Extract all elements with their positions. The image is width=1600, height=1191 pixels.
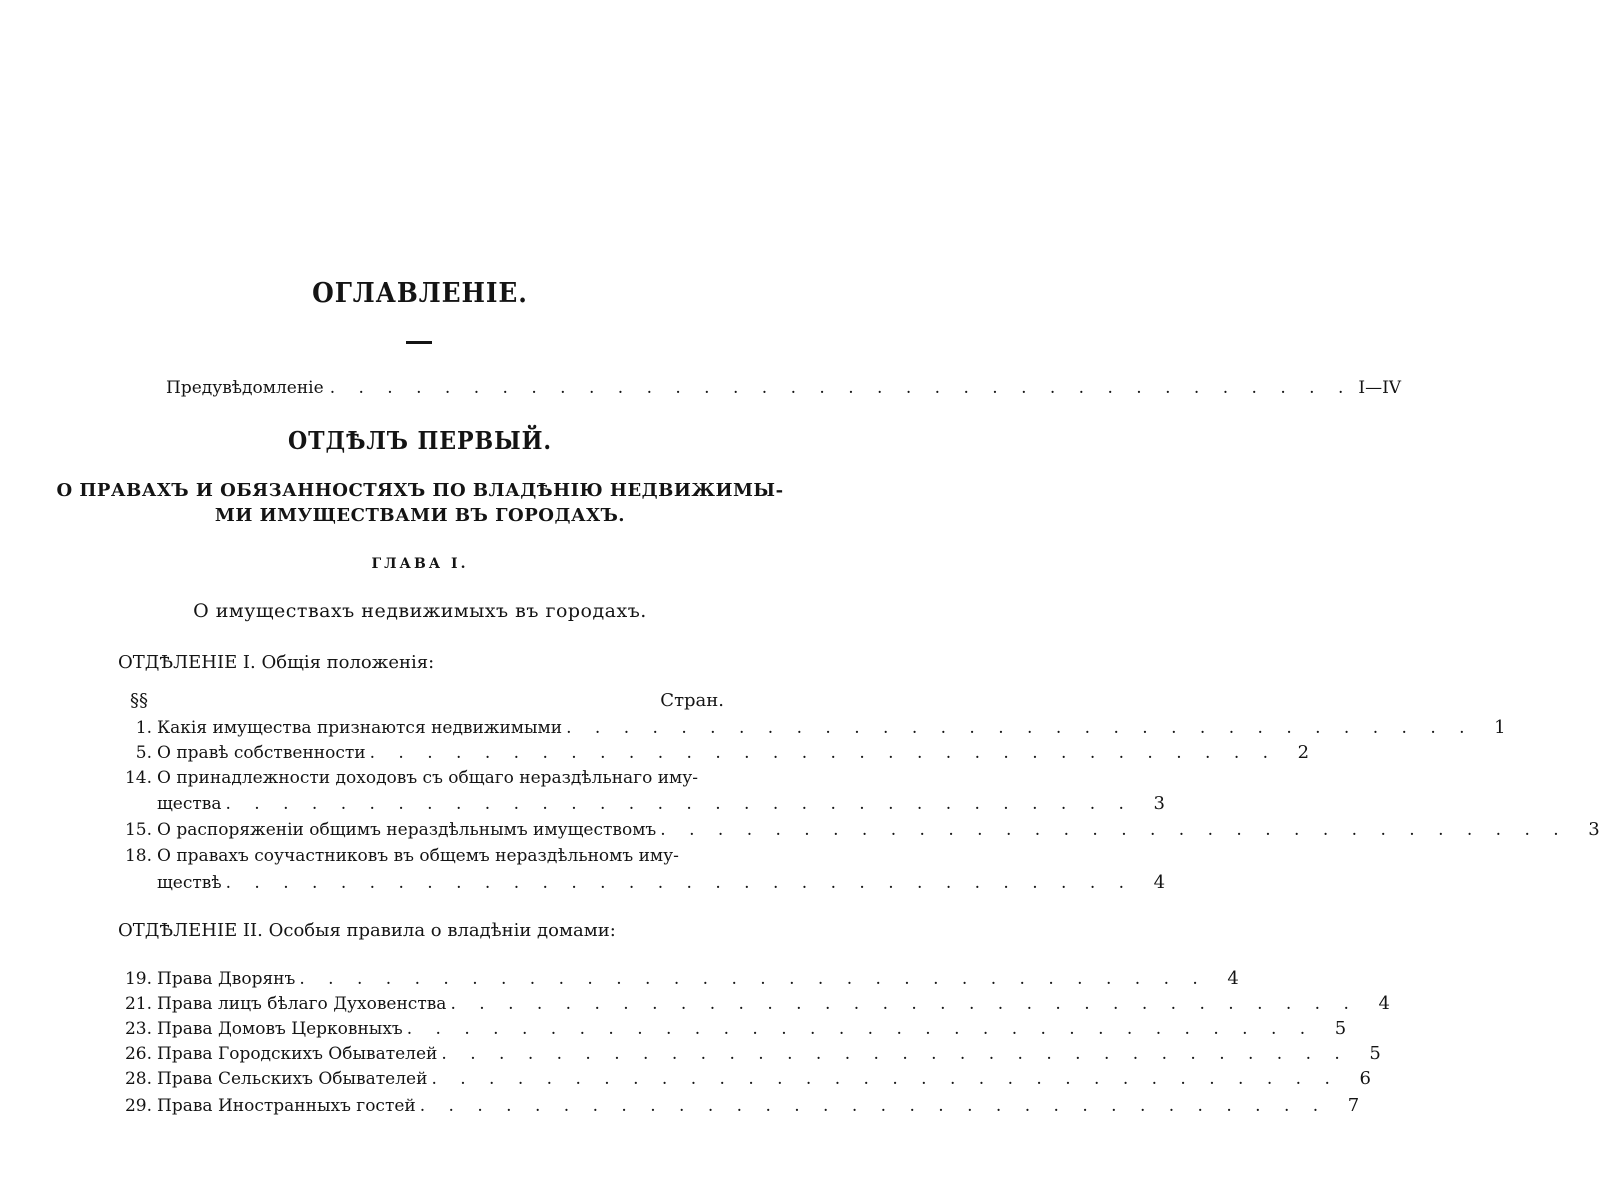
toc-entry bbox=[118, 768, 724, 792]
toc-entry bbox=[118, 819, 1600, 843]
dot-leaders: . . . . . . . . . . . . . . . . . . . . . . . . . . . . . . . . bbox=[419, 1096, 1328, 1116]
dot-leaders: . . . . . . . . . . . . . . . . . . . . . . . . . . . . . . . . bbox=[660, 820, 1568, 840]
entry-number: 26. bbox=[124, 1044, 152, 1064]
toc-entry-continuation bbox=[118, 872, 1166, 896]
dot-leaders: . . . . . . . . . . . . . . . . . . . . . . . . . . . . . . . . bbox=[450, 994, 1358, 1014]
toc-entry bbox=[118, 846, 724, 870]
entry-text: Права Сельскихъ Обывателей bbox=[157, 1069, 428, 1089]
page-column-header: Стран. bbox=[660, 690, 724, 711]
entry-text: О правахъ соучастниковъ въ общемъ нераздѣльномъ иму- bbox=[157, 846, 679, 866]
entry-text: Права Иностранныхъ гостей bbox=[157, 1096, 416, 1116]
dot-leaders: . . . . . . . . . . . . . . . . . . . . . . . . . . . . . . . . . . . . bbox=[329, 378, 1353, 398]
entry-number: 15. bbox=[124, 820, 152, 840]
paragraph-sign-header: §§ bbox=[130, 690, 148, 711]
toc-entry bbox=[118, 1068, 1371, 1092]
dot-leaders: . . . . . . . . . . . . . . . . . . . . . . . . . . . . . . . . bbox=[566, 718, 1474, 738]
dot-leaders: . . . . . . . . . . . . . . . . . . . . . . . . . . . . . . . . bbox=[431, 1069, 1339, 1089]
entry-number: 19. bbox=[124, 969, 152, 989]
entry-text: Какія имущества признаются недвижимыми bbox=[157, 718, 563, 738]
entry-page: 3 bbox=[1588, 819, 1600, 840]
chapter-title: О имуществахъ недвижимыхъ въ городахъ. bbox=[193, 600, 647, 622]
toc-entry bbox=[118, 968, 1239, 992]
entry-number: 1. bbox=[135, 718, 152, 738]
section-subject-line: О ПРАВАХЪ И ОБЯЗАННОСТЯХЪ ПО ВЛАДѢНІЮ НЕДВИЖИМЫ- bbox=[56, 480, 784, 501]
toc-entry-continuation bbox=[118, 793, 1165, 817]
section-subject-line: МИ ИМУЩЕСТВАМИ ВЪ ГОРОДАХЪ. bbox=[214, 505, 626, 526]
entry-text: щества bbox=[157, 794, 222, 814]
preface-pages: I—IV bbox=[1358, 378, 1402, 398]
entry-number: 18. bbox=[124, 846, 152, 866]
entry-page: 3 bbox=[1153, 793, 1165, 814]
contents-title: ОГЛАВЛЕНІЕ. bbox=[312, 278, 528, 309]
toc-entry bbox=[118, 742, 1310, 766]
entry-page: 4 bbox=[1153, 872, 1166, 893]
entry-page: 7 bbox=[1347, 1095, 1360, 1116]
dot-leaders: . . . . . . . . . . . . . . . . . . . . . . . . . . . . . . . . bbox=[441, 1044, 1349, 1064]
toc-entry bbox=[118, 1018, 1347, 1042]
dot-leaders: . . . . . . . . . . . . . . . . . . . . . . . . . . . . . . . . bbox=[406, 1019, 1315, 1039]
division-title: ОТДѢЛЕНІЕ I. Общія положенія: bbox=[118, 652, 435, 673]
dot-leaders: . . . . . . . . . . . . . . . . . . . . . . . . . . . . . . . . bbox=[299, 969, 1207, 989]
toc-entry bbox=[118, 1043, 1381, 1067]
entry-number: 29. bbox=[124, 1096, 152, 1116]
entry-text: О принадлежности доходовъ съ общаго нераздѣльнаго иму- bbox=[157, 768, 699, 788]
toc-entry bbox=[118, 993, 1390, 1017]
entry-text: О правѣ собственности bbox=[157, 743, 366, 763]
entry-number: 21. bbox=[124, 994, 152, 1014]
entry-text: О распоряженіи общимъ нераздѣльнымъ имуществомъ bbox=[157, 820, 657, 840]
entry-page: 4 bbox=[1227, 968, 1239, 989]
section-title: ОТДѢЛЪ ПЕРВЫЙ. bbox=[288, 426, 552, 455]
entry-page: 6 bbox=[1359, 1068, 1371, 1089]
dot-leaders: . . . . . . . . . . . . . . . . . . . . . . . . . . . . . . . . bbox=[225, 873, 1134, 893]
entry-text: Права лицъ бѣлаго Духовенства bbox=[157, 994, 447, 1014]
entry-page: 2 bbox=[1297, 742, 1310, 763]
division-title: ОТДѢЛЕНІЕ II. Особыя правила о владѣніи домами: bbox=[118, 920, 616, 941]
entry-number: 28. bbox=[124, 1069, 152, 1089]
toc-entry bbox=[118, 717, 1506, 741]
entry-text: Права Городскихъ Обывателей bbox=[157, 1044, 438, 1064]
entry-text: Права Домовъ Церковныхъ bbox=[157, 1019, 403, 1039]
dot-leaders: . . . . . . . . . . . . . . . . . . . . . . . . . . . . . . . . bbox=[369, 743, 1278, 763]
entry-page: 5 bbox=[1369, 1043, 1381, 1064]
entry-number: 5. bbox=[135, 743, 152, 763]
entry-text: Права Дворянъ bbox=[157, 969, 296, 989]
preface-entry bbox=[166, 378, 1402, 398]
preface-label: Предувѣдомленіе bbox=[166, 378, 324, 398]
entry-page: 1 bbox=[1494, 717, 1506, 738]
entry-page: 4 bbox=[1378, 993, 1390, 1014]
entry-page: 5 bbox=[1334, 1018, 1347, 1039]
title-divider bbox=[406, 341, 432, 344]
chapter-label: ГЛАВА I. bbox=[371, 556, 469, 572]
entry-number: 14. bbox=[124, 768, 152, 788]
toc-entry bbox=[118, 1095, 1360, 1119]
dot-leaders: . . . . . . . . . . . . . . . . . . . . . . . . . . . . . . . . bbox=[225, 794, 1133, 814]
entry-number: 23. bbox=[124, 1019, 152, 1039]
entry-text: ществѣ bbox=[157, 873, 222, 893]
